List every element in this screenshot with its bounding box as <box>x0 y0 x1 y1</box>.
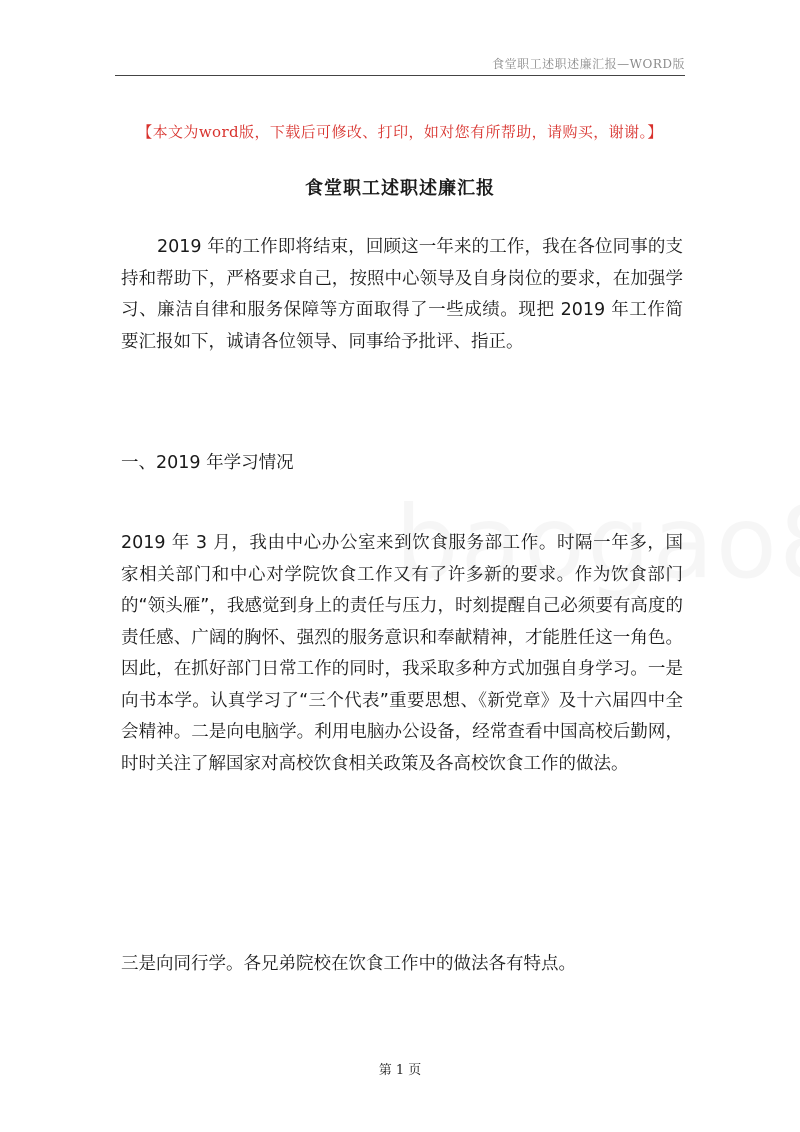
page-number: 第 1 页 <box>378 1063 422 1078</box>
header-divider <box>115 75 685 76</box>
study-paragraph: 2019 年 3 月，我由中心办公室来到饮食服务部工作。时隔一年多，国家相关部门和中心对学院饮食工作又有了许多新的要求。作为饮食部门的“领头雁”，我感觉到身上的责任与压力，时刻提醒自己必须要有高度的责任感、广阔的胸怀、强烈的服务意识和奉献精神，才能胜任这一角色。因此，在抓好部门日常工作的同时，我采取多种方式加强自身学习。一是向书本学。认真学习了“三个代表”重要思想、《新党章》及十六届四中全会精神。二是向电脑学。利用电脑办公设备，经常查看中国高校后勤网，时时关注了解国家对高校饮食相关政策及各高校饮食工作的做法。 <box>121 533 683 774</box>
purchase-notice: 【本文为word版，下载后可修改、打印，如对您有所帮助，请购买，谢谢。】 <box>137 123 663 141</box>
peer-learning-paragraph: 三是向同行学。各兄弟院校在饮食工作中的做法各有特点。 <box>121 954 576 974</box>
section-heading-study: 一、2019 年学习情况 <box>121 453 294 473</box>
document-title: 食堂职工述职述廉汇报 <box>305 178 495 199</box>
running-header: 食堂职工述职述廉汇报—WORD版 <box>492 57 685 71</box>
intro-paragraph: 2019 年的工作即将结束，回顾这一年来的工作，我在各位同事的支持和帮助下，严格要求自己，按照中心领导及自身岗位的要求，在加强学习、廉洁自律和服务保障等方面取得了一些成绩。现把 2019 年工作简要汇报如下，诚请各位领导、同事给予批评、指正。 <box>121 237 683 352</box>
